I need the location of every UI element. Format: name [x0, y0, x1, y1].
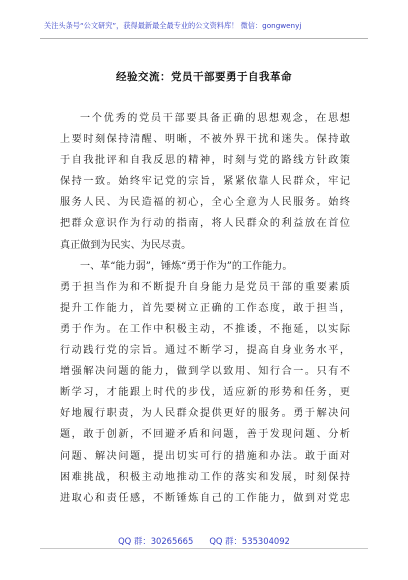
document-title: 经验交流：党员干部要勇于自我革命: [116, 71, 292, 83]
body-line: 问题、解决问题，提出切实可行的措施和办法。敢于面对: [60, 450, 350, 462]
body-line: 困难挑战，积极主动地推动工作的落实和发展，时刻保持: [60, 471, 350, 483]
body-line: 增强解决问题的能力，做到学以致用、知行合一。只有不: [60, 366, 350, 378]
body-line: 勇于担当作为和不断提升自身能力是党员干部的重要素质: [60, 281, 350, 293]
body-line: 勇于作为。在工作中积极主动，不推诿，不拖延，以实际: [60, 323, 350, 335]
footer-divider: [40, 548, 368, 549]
header-divider: [40, 38, 368, 39]
body-line: 提升工作能力，首先要树立正确的工作态度，敢于担当，: [60, 302, 350, 314]
body-line: 好地履行职责，为人民群众提供更好的服务。勇于解决问: [60, 408, 350, 420]
body-line: 进取心和责任感，不断锤炼自己的工作能力，做到对党忠: [60, 492, 350, 504]
body-line: 保持一致。始终牢记党的宗旨，紧紧依靠人民群众，牢记: [60, 176, 350, 188]
body-line: 真正做到为民实、为民尽责。: [60, 239, 192, 251]
footer-contact: [0, 535, 408, 547]
footer-qq-group-1: QQ 群：30265665: [118, 536, 194, 546]
body-line: 题，敢于创新，不回避矛盾和问题，善于发现问题、分析: [60, 429, 350, 441]
body-line: 服务人民、为民造福的初心，全心全意为人民服务。始终: [60, 197, 350, 209]
body-line: 于自我批评和自我反思的精神，时刻与党的路线方针政策: [60, 155, 350, 167]
footer-qq-group-2: QQ 群：535304092: [209, 536, 290, 546]
body-line: 上要时刻保持清醒、明晰，不被外界干扰和迷失。保持敢: [60, 134, 350, 146]
body-line: 把群众意识作为行动的指南，将人民群众的利益放在首位: [60, 218, 350, 230]
document-body: [60, 108, 350, 509]
body-line: 一、革“能力弱”，锤炼“勇于作为”的工作能力。: [80, 260, 293, 272]
body-line: 断学习，才能跟上时代的步伐，适应新的形势和任务，更: [60, 387, 350, 399]
header-promo-text: 关注头条号“公文研究”，获得最新最全最专业的公文资料库！ 微信：gongwenyj: [44, 21, 302, 30]
body-line: 行动践行党的宗旨。通过不断学习，提高自身业务水平，: [60, 345, 350, 357]
body-line: 一个优秀的党员干部要具备正确的思想观念，在思想: [80, 113, 350, 124]
